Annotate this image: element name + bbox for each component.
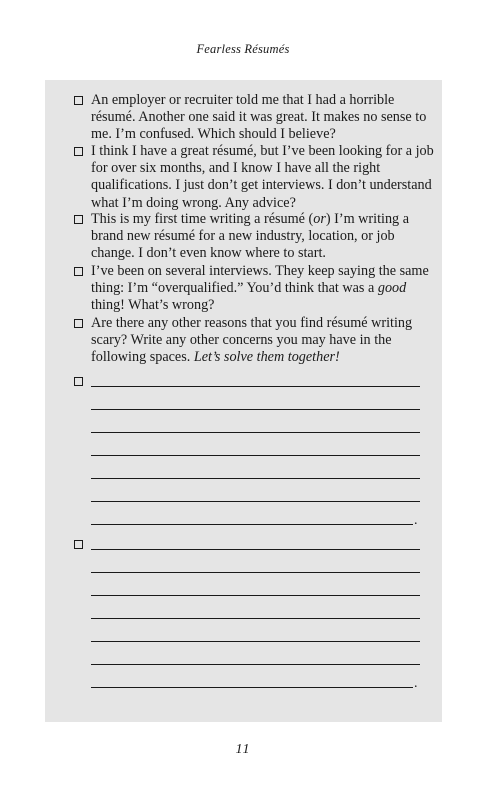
blank-line[interactable] (91, 409, 420, 410)
checkbox[interactable] (74, 267, 83, 276)
blank-line[interactable] (91, 572, 420, 573)
blank-lines-group (74, 376, 434, 526)
blank-line[interactable] (91, 618, 420, 619)
checklist-item (74, 211, 438, 263)
checklist-item (74, 143, 438, 212)
checklist-item-text: Are there any other reasons that you find résumé writing scary? Write any other concerns you may have in the following spaces. Let’s solve them together! (91, 315, 413, 366)
checklist-item-text: I think I have a great résumé, but I’ve been looking for a job for over six months, and I know I have all the right qualifications. I just don’t get interviews. I don’t understand what I’m doing wrong. Any advice? (91, 143, 434, 211)
blank-line[interactable] (91, 595, 420, 596)
blank-line[interactable] (91, 549, 420, 550)
checkbox[interactable] (74, 377, 83, 386)
blank-line[interactable] (91, 432, 420, 433)
blank-line[interactable] (91, 641, 420, 642)
line-end-period: . (414, 676, 418, 691)
line-end-period: . (414, 513, 418, 528)
checklist-item-text: This is my first time writing a résumé (or) I’m writing a brand new résumé for a new industry, location, or job change. I don’t even know where to start. (91, 211, 409, 262)
checkbox[interactable] (74, 147, 83, 156)
blank-line[interactable] (91, 478, 420, 479)
blank-line[interactable] (91, 455, 420, 456)
blank-lines-group (74, 539, 434, 689)
blank-line[interactable] (91, 501, 420, 502)
checkbox[interactable] (74, 96, 83, 105)
checkbox[interactable] (74, 540, 83, 549)
page-number: 11 (235, 742, 251, 757)
blank-line[interactable] (91, 524, 413, 525)
checklist-item (74, 92, 438, 144)
running-head: Fearless Résumés (196, 42, 290, 56)
checkbox[interactable] (74, 215, 83, 224)
checklist-item (74, 263, 438, 315)
blank-line[interactable] (91, 386, 420, 387)
checklist-item (74, 315, 438, 367)
blank-line[interactable] (91, 664, 420, 665)
blank-line[interactable] (91, 687, 413, 688)
checklist-item-text: I’ve been on several interviews. They keep saying the same thing: I’m “overqualified.” You’d think that was a good thing! What’s wrong? (91, 263, 429, 314)
checklist-item-text: An employer or recruiter told me that I had a horrible résumé. Another one said it was great. It makes no sense to me. I’m confused. Which should I believe? (91, 92, 427, 143)
checkbox[interactable] (74, 319, 83, 328)
